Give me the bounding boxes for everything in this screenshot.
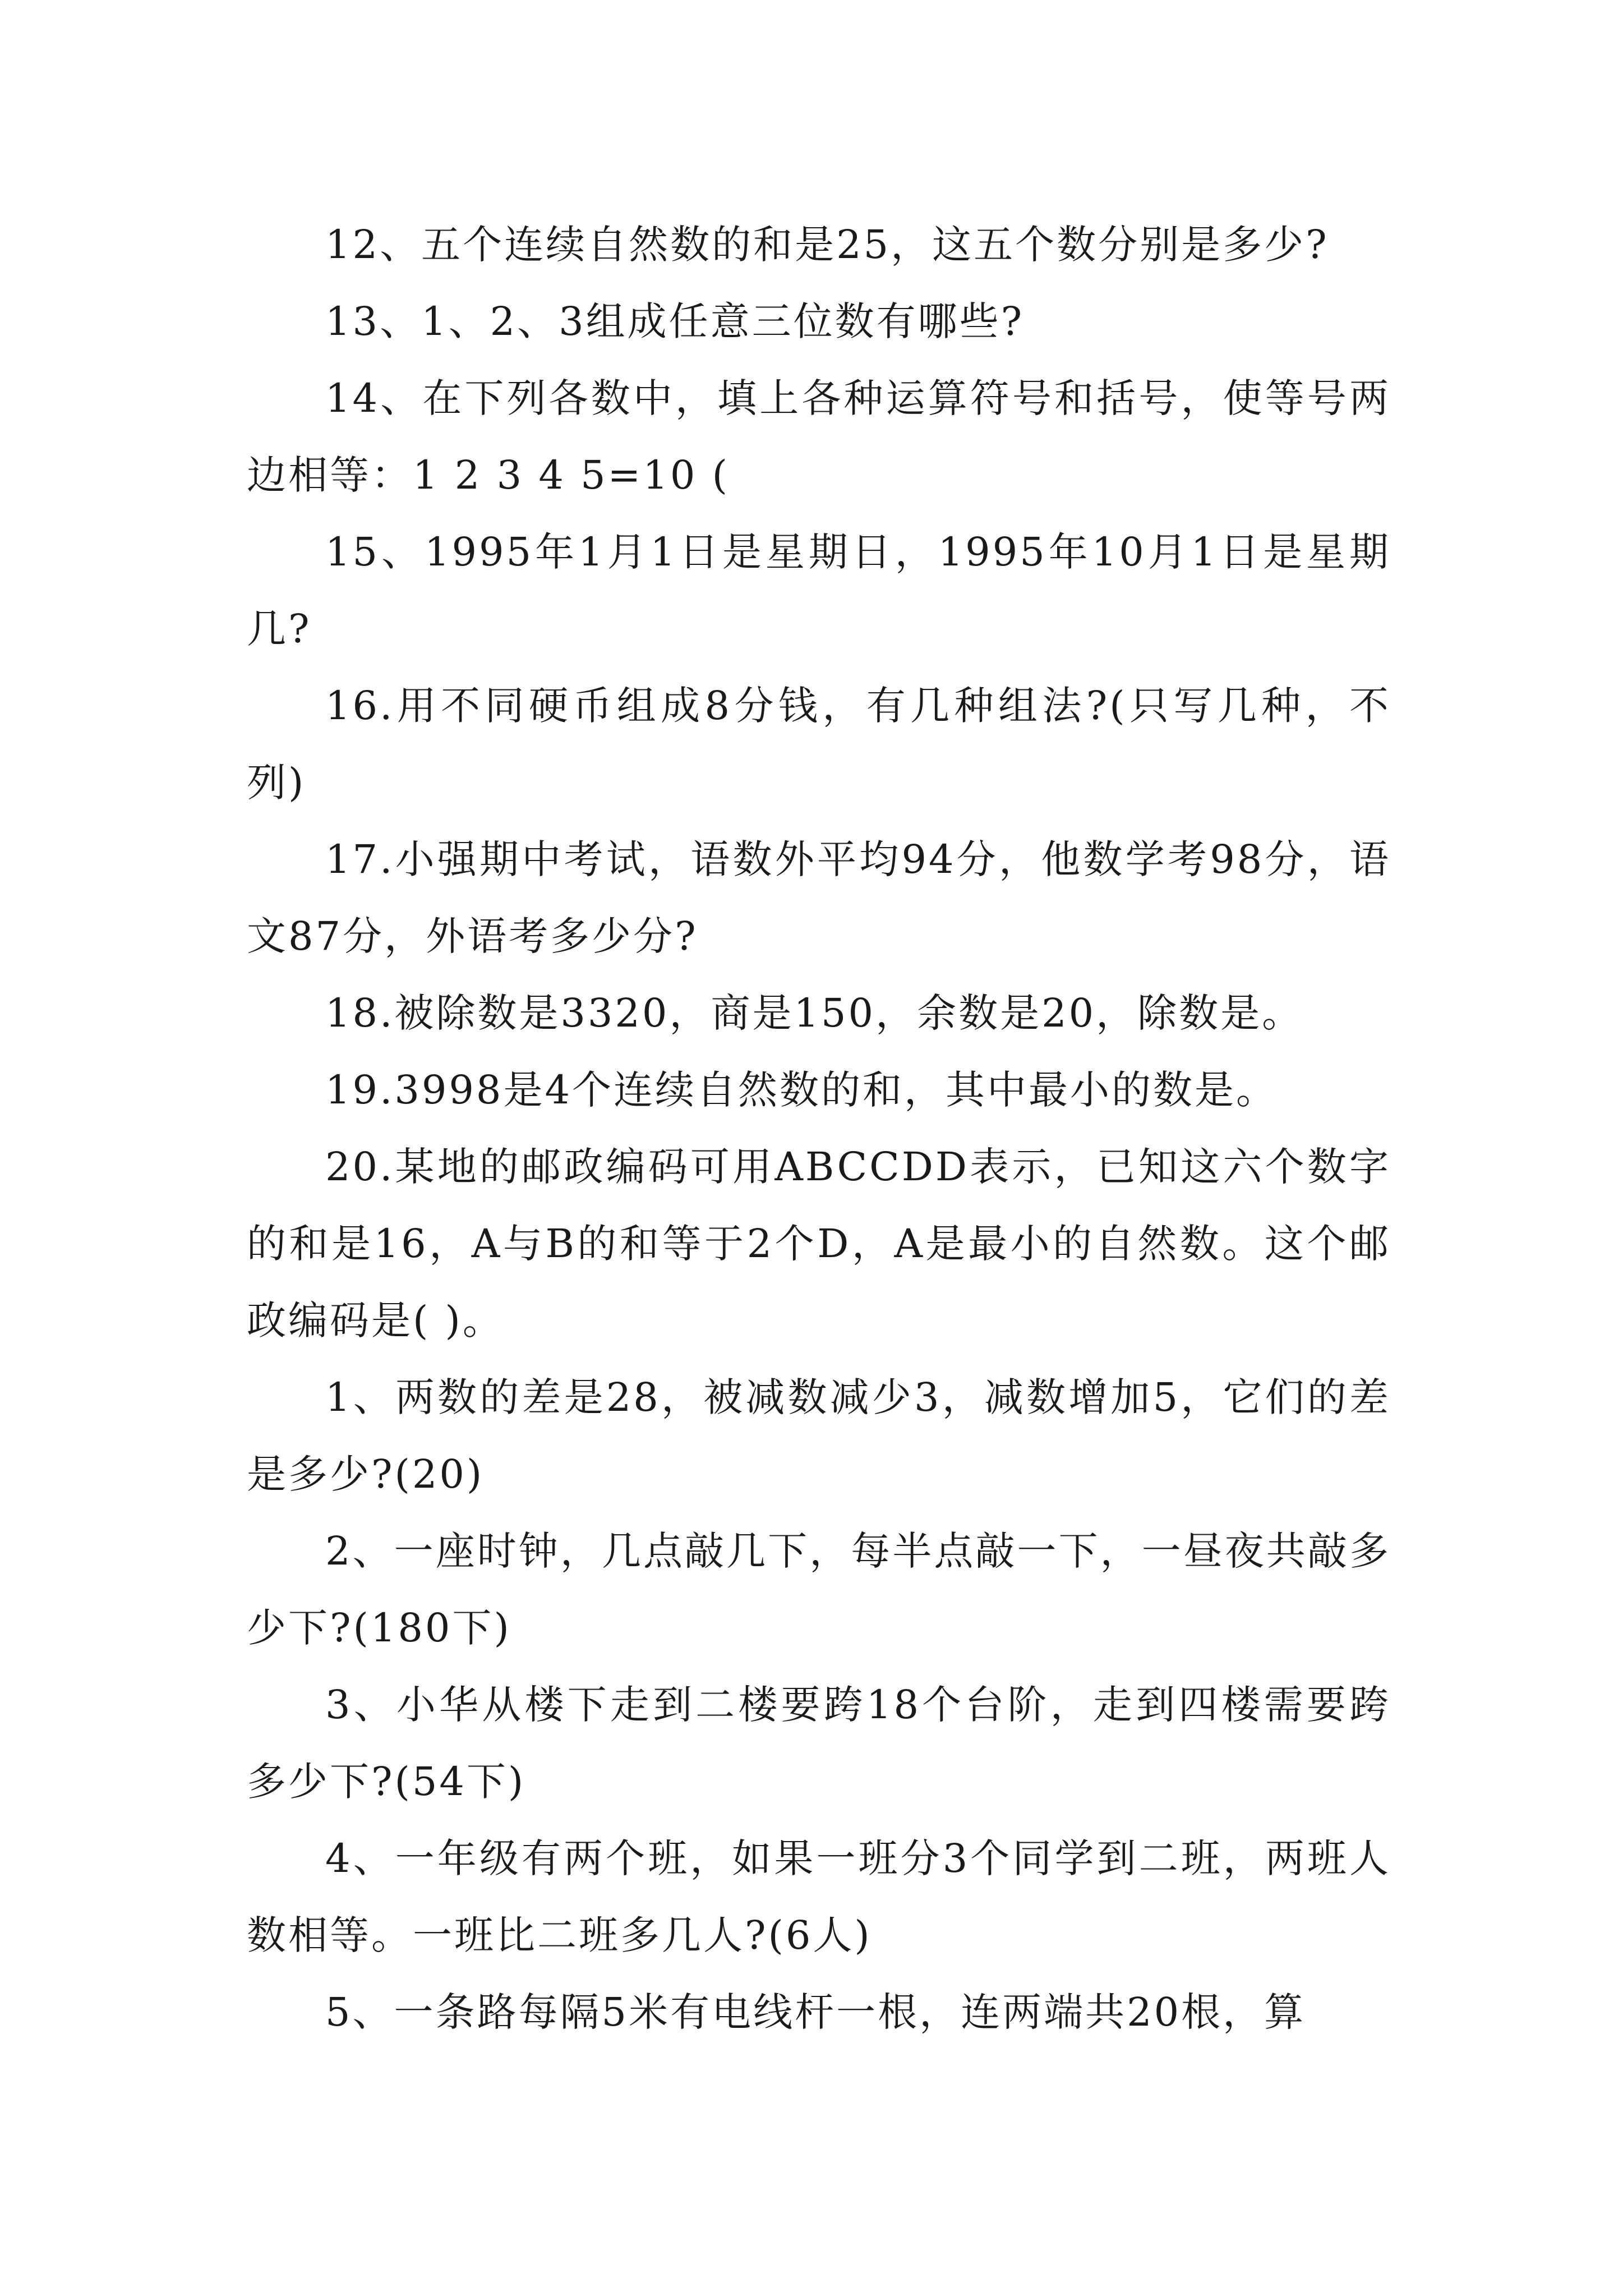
document-body <box>247 206 1391 2051</box>
question-20: 20.某地的邮政编码可用ABCCDD表示，已知这六个数字的和是16，A与B的和等于2个D，A是最小的自然数。这个邮政编码是( )。 <box>247 1144 1391 1343</box>
answered-question-5: 5、一条路每隔5米有电线杆一根，连两端共20根，算 <box>325 1989 1306 2035</box>
answered-question-1: 1、两数的差是28，被减数减少3，减数增加5，它们的差是多少?(20) <box>247 1374 1391 1497</box>
question-12: 12、五个连续自然数的和是25，这五个数分别是多少? <box>325 222 1329 268</box>
question-17: 17.小强期中考试，语数外平均94分，他数学考98分，语文87分，外语考多少分? <box>247 836 1391 959</box>
question-13: 13、1、2、3组成任意三位数有哪些? <box>325 298 1025 344</box>
question-19: 19.3998是4个连续自然数的和，其中最小的数是。 <box>325 1067 1278 1113</box>
question-14: 14、在下列各数中，填上各种运算符号和括号，使等号两边相等：1 2 3 4 5=10 ( <box>247 375 1391 498</box>
answered-question-2: 2、一座时钟，几点敲几下，每半点敲一下，一昼夜共敲多少下?(180下) <box>247 1528 1391 1651</box>
answered-question-4: 4、一年级有两个班，如果一班分3个同学到二班，两班人数相等。一班比二班多几人?(6人) <box>247 1835 1391 1958</box>
question-18: 18.被除数是3320，商是150，余数是20，除数是。 <box>325 990 1304 1036</box>
answered-question-3: 3、小华从楼下走到二楼要跨18个台阶，走到四楼需要跨多少下?(54下) <box>247 1682 1391 1805</box>
question-15: 15、1995年1月1日是星期日，1995年10月1日是星期几? <box>247 529 1391 652</box>
question-16: 16.用不同硬币组成8分钱，有几种组法?(只写几种，不列) <box>247 683 1391 806</box>
